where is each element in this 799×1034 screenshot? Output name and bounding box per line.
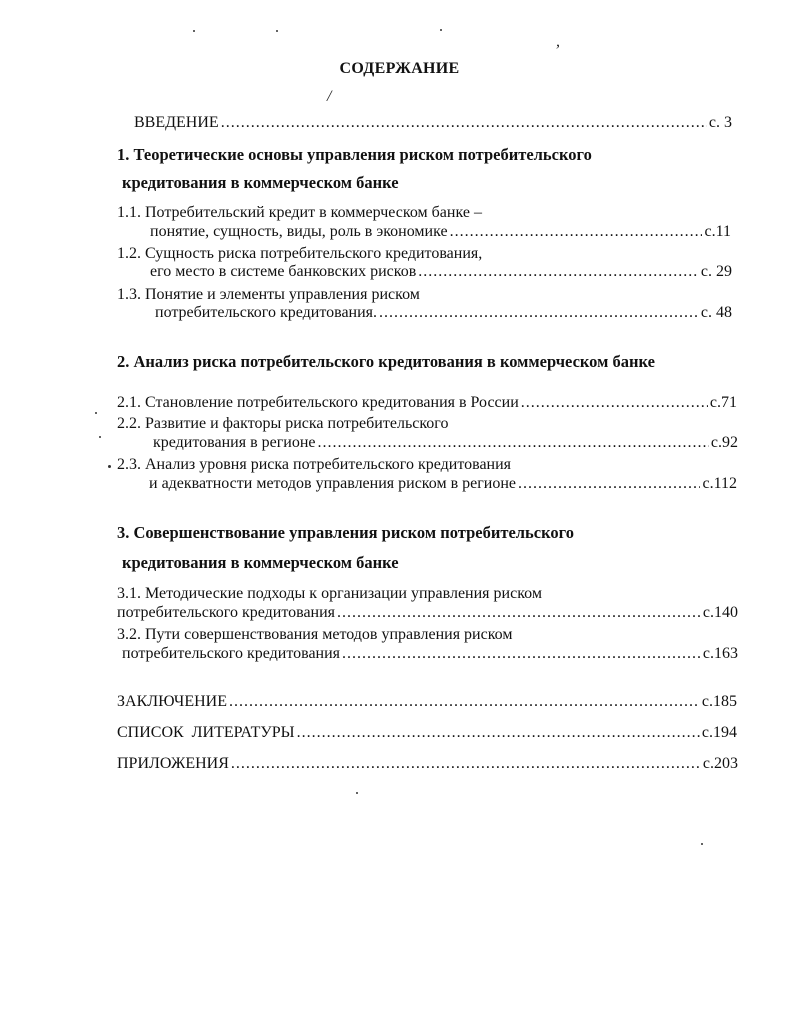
toc-entry-label: 3.1. Методические подходы к организации управления риском: [117, 585, 542, 602]
toc-entry-label: 3.2. Пути совершенствования методов управления риском: [117, 626, 513, 643]
toc-page-number: с.92: [710, 434, 738, 451]
scan-mark: ,: [556, 33, 560, 50]
chapter-heading: кредитования в коммерческом банке: [122, 553, 399, 572]
scan-speck: [95, 412, 97, 414]
toc-page-number: с.185: [701, 693, 737, 710]
leader-dots: [229, 692, 700, 712]
leader-dots: [518, 474, 700, 494]
toc-entry-label: потребительского кредитования: [122, 645, 341, 662]
scan-speck: [276, 30, 278, 32]
scan-speck: [356, 792, 358, 794]
toc-entry: [150, 262, 732, 282]
leader-dots: [379, 303, 699, 323]
leader-dots: [521, 393, 708, 413]
toc-page-number: с. 3: [708, 114, 732, 131]
toc-page-number: с.11: [704, 223, 731, 240]
toc-entry-label: 2.2. Развитие и факторы риска потребительского: [117, 415, 449, 432]
toc-entry: [117, 393, 737, 413]
toc-entry: [149, 474, 737, 494]
toc-entry-label: СПИСОК ЛИТЕРАТУРЫ: [117, 724, 295, 741]
toc-page-number: с.71: [709, 394, 737, 411]
toc-entry: [117, 603, 738, 623]
toc-entry-label: 1.2. Сущность риска потребительского кредитования,: [117, 245, 483, 262]
toc-entry-introduction: [134, 113, 732, 133]
toc-entry-references: [117, 723, 737, 743]
toc-entry: [155, 303, 732, 323]
toc-page-number: с.163: [702, 645, 738, 662]
leader-dots: [418, 262, 699, 282]
toc-entry-label: ВВЕДЕНИЕ: [134, 114, 219, 131]
leader-dots: [342, 644, 701, 664]
toc-entry-conclusion: [117, 692, 737, 712]
scan-mark: /: [327, 88, 332, 105]
toc-entry-label: потребительского кредитования.: [155, 304, 378, 321]
toc-page-number: с.203: [702, 755, 738, 772]
toc-entry-label: ПРИЛОЖЕНИЯ: [117, 755, 229, 772]
leader-dots: [221, 113, 707, 133]
scan-speck: [99, 436, 101, 438]
chapter-heading: 2. Анализ риска потребительского кредитования в коммерческом банке: [117, 352, 655, 371]
toc-entry-label: 2.3. Анализ уровня риска потребительского кредитования: [117, 456, 512, 473]
scan-speck: [701, 843, 703, 845]
leader-dots: [231, 754, 701, 774]
toc-entry-label: 1.1. Потребительский кредит в коммерческом банке –: [117, 204, 482, 221]
leader-dots: [318, 433, 709, 453]
toc-page-number: с.194: [701, 724, 737, 741]
leader-dots: [337, 603, 701, 623]
toc-entry-label: 1.3. Понятие и элементы управления риском: [117, 286, 420, 303]
chapter-heading: кредитования в коммерческом банке: [122, 173, 399, 192]
chapter-heading: 3. Совершенствование управления риском потребительского: [117, 523, 574, 542]
toc-entry: [153, 433, 738, 453]
toc-entry: [122, 644, 738, 664]
toc-entry-label: понятие, сущность, виды, роль в экономике: [150, 223, 448, 240]
leader-dots: [297, 723, 700, 743]
scan-speck: [440, 29, 442, 31]
chapter-heading: 1. Теоретические основы управления риском потребительского: [117, 145, 592, 164]
toc-page-number: с.112: [702, 475, 737, 492]
toc-entry-label: 2.1. Становление потребительского кредитования в России: [117, 394, 519, 411]
page-title: СОДЕРЖАНИЕ: [339, 60, 460, 77]
toc-page-number: с. 48: [700, 304, 732, 321]
toc-entry-appendices: [117, 754, 738, 774]
scan-speck: [193, 30, 195, 32]
toc-page-number: с. 29: [700, 263, 732, 280]
toc-entry-label: кредитования в регионе: [153, 434, 316, 451]
toc-entry-label: его место в системе банковских рисков: [150, 263, 417, 280]
leader-dots: [450, 222, 703, 242]
toc-entry-label: и адекватности методов управления риском в регионе: [149, 475, 517, 492]
toc-entry: [150, 222, 731, 242]
toc-page-number: с.140: [702, 604, 738, 621]
toc-entry-label: потребительского кредитования: [117, 604, 336, 621]
scan-speck: [108, 465, 111, 468]
toc-entry-label: ЗАКЛЮЧЕНИЕ: [117, 693, 227, 710]
